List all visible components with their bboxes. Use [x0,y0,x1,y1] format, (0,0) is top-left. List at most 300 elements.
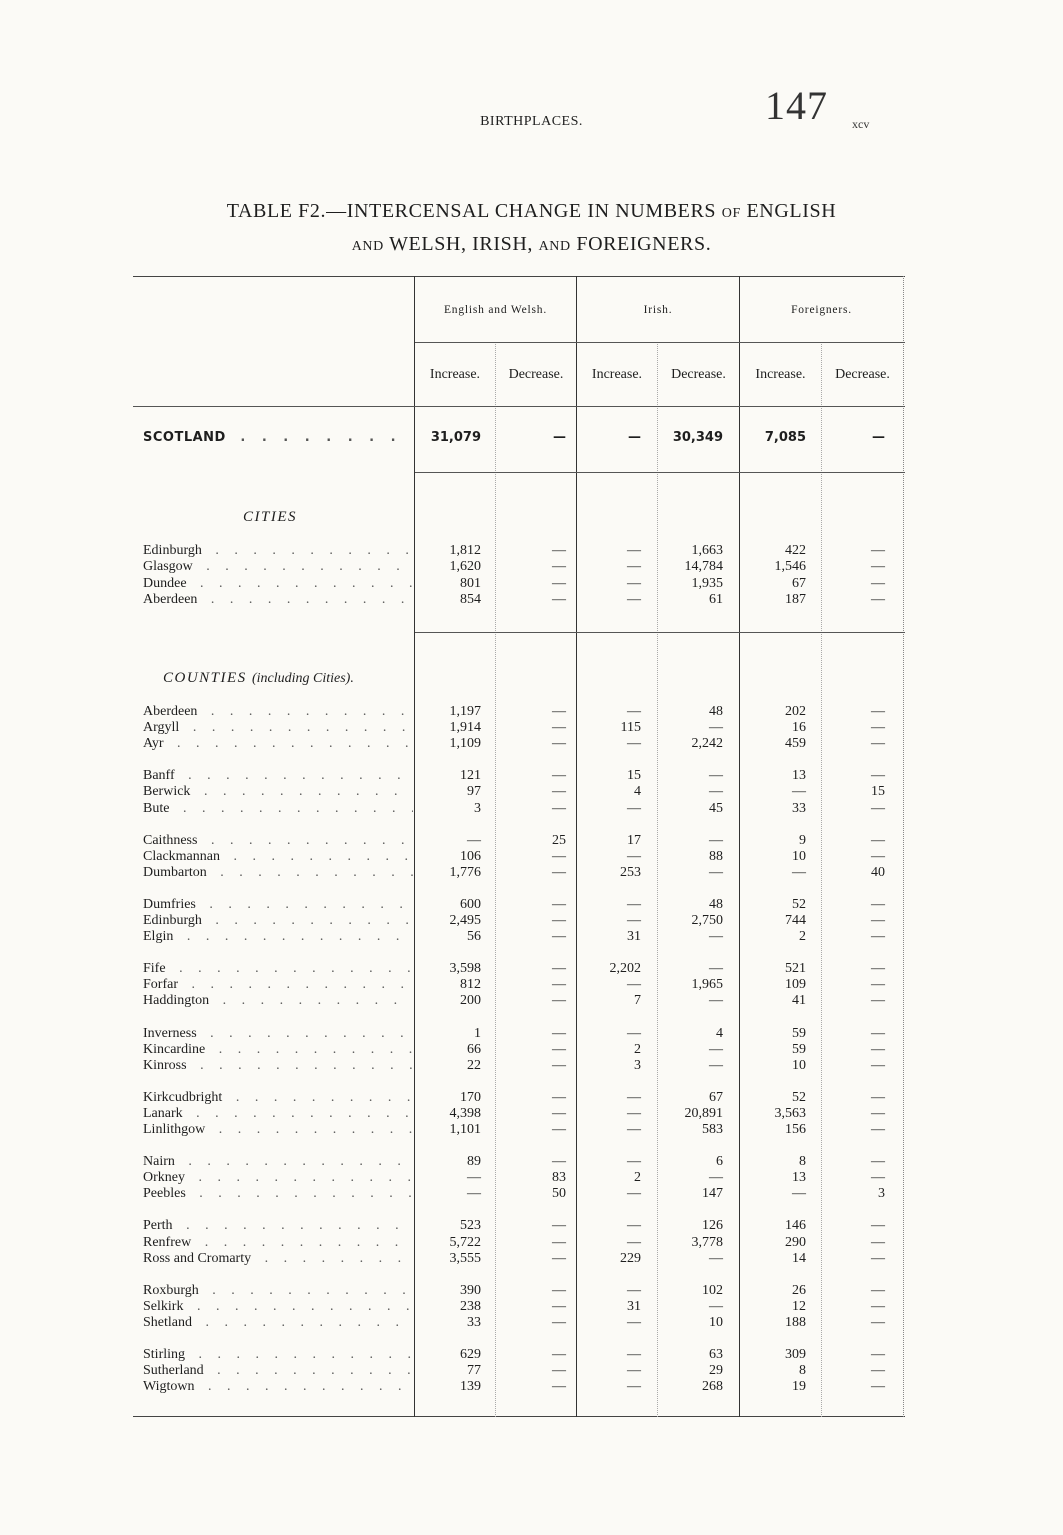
table-cell: 48 [709,704,723,719]
table-cell: 146 [785,1218,806,1234]
row-label [143,543,413,559]
table-cell: 2 [634,1041,641,1057]
table-row [133,929,905,945]
table-cell: 139 [460,1379,481,1395]
total-rule [415,472,905,473]
table-cell: 3 [634,1057,641,1073]
row-label [143,961,413,977]
column-irish-increase: Increase. [591,367,643,382]
table-cell: 2,495 [449,913,481,928]
table-cell: 4 [634,784,641,800]
table-row [133,1315,905,1331]
page-header: BIRTHPLACES. [480,114,583,129]
row-label [143,1058,413,1074]
table-cell: 1,109 [449,736,481,752]
table-title [0,196,1063,262]
row-label-text: Berwick [143,784,194,799]
table-cell: 66 [467,1041,481,1057]
table-cell: — [552,720,566,736]
table-cell: — [709,1250,723,1266]
row-label-text: Aberdeen [143,592,201,607]
table-cell: — [871,559,885,575]
table-bottom-rule [133,1416,905,1417]
row-label-text: Stirling [143,1347,189,1362]
table-cell: 8 [799,1363,806,1379]
table-cell: — [871,1218,885,1234]
table-cell: 59 [792,1041,806,1057]
table-cell: 77 [467,1363,481,1379]
table-cell: — [627,1105,641,1121]
row-label [143,784,413,800]
table-cell: — [871,1041,885,1057]
row-label-text: Orkney [143,1170,189,1185]
table-cell: — [552,993,566,1009]
row-label-text: Ayr [143,736,168,751]
table-row [133,1379,905,1395]
column-group-english-welsh: English and Welsh. [443,303,548,316]
table-top-rule [133,276,905,277]
table-cell: 10 [792,848,806,864]
table-cell: 59 [792,1025,806,1041]
table-cell: — [871,1250,885,1266]
table-cell: 8 [799,1154,806,1170]
table-cell: 3 [878,1186,885,1202]
table-cell: 2,202 [609,961,641,977]
table-cell: — [709,720,723,736]
row-label-text: Ross and Cromarty [143,1251,255,1266]
table-cell: 97 [467,784,481,800]
table-cell: 31 [627,1298,641,1314]
table-cell: — [553,430,566,445]
table-cell: — [552,768,566,784]
table-cell: — [552,704,566,719]
row-label [143,1251,413,1267]
row-label [143,897,413,913]
cities-rule [415,632,905,633]
table-cell: — [467,832,481,848]
table-row [133,1042,905,1058]
table-cell: 2 [799,929,806,945]
table-row [133,1218,905,1234]
table-cell: 13 [792,1170,806,1186]
table-cell: 290 [785,1234,806,1250]
table-cell: 3 [474,800,481,816]
table-cell: — [552,575,566,591]
table-row [133,993,905,1009]
table-cell: — [552,1314,566,1330]
table-cell: — [871,1154,885,1170]
table-cell: 1,101 [449,1122,481,1137]
table-cell: — [871,1298,885,1314]
table-cell: — [552,1105,566,1121]
row-label-text: SCOTLAND [143,430,230,445]
table-cell: 801 [460,575,481,591]
table-cell: 22 [467,1057,481,1073]
table-cell: — [709,961,723,977]
table-row [133,801,905,817]
table-row [133,1170,905,1186]
table-cell: — [552,784,566,800]
row-label [143,1283,413,1299]
table-cell: — [871,1282,885,1298]
table-cell: 115 [620,720,641,736]
table-cell: — [627,1089,641,1105]
table-cell: 583 [702,1122,723,1137]
table-title-line-2 [0,229,1063,262]
table-cell: — [871,720,885,736]
table-cell: 41 [792,993,806,1009]
table-cell: — [627,1186,641,1202]
row-label-text: Inverness [143,1026,201,1041]
table-cell: 50 [552,1186,566,1202]
table-cell: — [552,1298,566,1314]
row-label-text: Edinburgh [143,913,206,928]
table-cell: — [552,1347,566,1362]
table-cell: — [627,1379,641,1395]
row-label-text: Lanark [143,1106,187,1121]
table-cell: — [552,1250,566,1266]
table-cell: — [552,1154,566,1170]
table-cell: — [871,704,885,719]
table-cell: — [871,543,885,558]
page-roman-number: xcv [852,117,870,131]
column-irish-decrease: Decrease. [671,367,726,382]
table-cell: — [627,977,641,993]
table-cell: 268 [702,1379,723,1395]
row-label [143,865,413,881]
table-cell: — [871,1057,885,1073]
table-cell: 7,085 [764,430,806,445]
table-cell: — [709,832,723,848]
table-cell: 26 [792,1282,806,1298]
table-cell: 188 [785,1314,806,1330]
row-label-text: Clackmannan [143,849,224,864]
table-cell: — [552,1379,566,1395]
table-row [133,1235,905,1251]
table-row [133,1299,905,1315]
table-cell: 459 [785,736,806,752]
row-label [143,1235,413,1251]
title-part-small: AND [538,239,571,254]
table-cell: — [871,1363,885,1379]
table-cell: 48 [709,896,723,912]
column-english-decrease: Decrease. [508,367,564,382]
table-cell: 238 [460,1298,481,1314]
table-cell: — [552,929,566,945]
row-label-text: Haddington [143,993,213,1008]
row-label-text: Bute [143,801,173,816]
table-row [133,768,905,784]
table-cell: — [627,913,641,928]
row-label [143,768,413,784]
table-cell: — [552,543,566,558]
table-cell: — [552,1041,566,1057]
table-cell: 19 [792,1379,806,1395]
table-cell: — [552,848,566,864]
table-cell: — [552,1122,566,1137]
table-cell: — [871,800,885,816]
table-cell: — [871,591,885,607]
table-cell: 3,598 [449,961,481,977]
table-cell: — [627,704,641,719]
row-label [143,1299,413,1315]
section-heading-subtext: (including Cities). [251,671,354,686]
table-row [133,961,905,977]
row-label-text: Sutherland [143,1363,208,1378]
table-row [133,559,905,575]
row-label [143,1154,413,1170]
table-cell: 523 [460,1218,481,1234]
table-cell: 1 [474,1025,481,1041]
row-label-text: Caithness [143,833,201,848]
table-cell: 30,349 [672,430,723,445]
table-cell: 1,812 [449,543,481,558]
row-label-text: Forfar [143,977,182,992]
table-row [133,1283,905,1299]
row-label [143,1218,413,1234]
table-cell: 10 [709,1314,723,1330]
table-cell: — [552,800,566,816]
table-cell: 253 [620,864,641,880]
row-label [143,1042,413,1058]
section-heading-text: COUNTIES [163,670,247,686]
header-rule [415,342,905,343]
table-title-line-1 [0,196,1063,229]
table-cell: — [627,1122,641,1137]
row-label-text: Edinburgh [143,543,206,558]
table-cell: 10 [792,1057,806,1073]
row-label-text: Dundee [143,576,191,591]
row-label-text: Perth [143,1218,177,1233]
table-cell: 854 [460,591,481,607]
table-row [133,1106,905,1122]
table-cell: 106 [460,848,481,864]
table-row [133,1251,905,1267]
table-row [133,833,905,849]
table-cell: 56 [467,929,481,945]
row-label-text: Selkirk [143,1299,187,1314]
table-row [133,704,905,720]
table-cell: — [792,784,806,800]
table-cell: 89 [467,1154,481,1170]
table-cell: 2,750 [691,913,723,928]
row-label [143,576,413,592]
table-cell: 61 [709,591,723,607]
table-row [133,1058,905,1074]
table-cell: — [871,848,885,864]
row-label [143,801,413,817]
table-cell: — [709,993,723,1009]
table-row [133,784,905,800]
table-cell: — [627,1314,641,1330]
table-cell: 521 [785,961,806,977]
table-cell: — [627,591,641,607]
table-cell: — [467,1170,481,1186]
table-cell: — [871,1314,885,1330]
row-label [143,913,413,929]
row-label [143,592,413,608]
table-cell: — [871,1170,885,1186]
table-cell: — [871,1025,885,1041]
table-cell: — [552,736,566,752]
table-cell: 200 [460,993,481,1009]
table-row [133,897,905,913]
table-cell: 17 [627,832,641,848]
table-cell: 1,965 [691,977,723,993]
table-cell: 126 [702,1218,723,1234]
table-cell: 14 [792,1250,806,1266]
table-cell: — [552,977,566,993]
table-cell: 25 [552,832,566,848]
table-cell: 31,079 [430,430,481,445]
table-cell: 121 [460,768,481,784]
title-part: WELSH, IRISH, [389,233,533,255]
table-cell: — [627,1347,641,1362]
table-cell: — [627,736,641,752]
table-cell: — [709,1057,723,1073]
table-cell: — [627,896,641,912]
row-label-text: Aberdeen [143,704,201,719]
table-cell: 15 [627,768,641,784]
row-label-text: Dumbarton [143,865,211,880]
table-row [133,736,905,752]
table-cell: — [627,543,641,558]
table-cell: — [709,1298,723,1314]
table-cell: — [552,559,566,575]
table-cell: 3,778 [691,1234,723,1250]
page-number: 147 [765,83,828,128]
row-label-text: Renfrew [143,1235,195,1250]
table-cell: 1,663 [691,543,723,558]
table-cell: 6 [716,1154,723,1170]
table-cell: 202 [785,704,806,719]
table-cell: 52 [792,896,806,912]
table-row [133,913,905,929]
table-cell: — [552,864,566,880]
column-foreigners-decrease: Decrease. [835,367,890,382]
table-cell: — [709,1041,723,1057]
row-label-text: Shetland [143,1315,196,1330]
table-cell: 4,398 [449,1105,481,1121]
table-cell: 147 [702,1186,723,1202]
data-table [133,276,905,1418]
row-label [143,1315,413,1331]
row-label [143,704,413,720]
table-cell: — [709,864,723,880]
table-cell: — [552,1282,566,1298]
column-group-foreigners: Foreigners. [791,303,852,316]
header-bottom-rule [133,406,905,407]
table-cell: — [552,913,566,928]
table-cell: 63 [709,1347,723,1362]
table-cell: 15 [871,784,885,800]
table-cell: — [871,913,885,928]
table-row [133,977,905,993]
table-cell: — [871,993,885,1009]
table-cell: — [709,929,723,945]
table-cell: — [627,1218,641,1234]
table-cell: — [552,1218,566,1234]
table-cell: 422 [785,543,806,558]
table-cell: 14,784 [684,559,723,575]
row-label [143,1379,413,1395]
table-cell: — [709,784,723,800]
table-cell: 40 [871,864,885,880]
table-cell: — [552,1057,566,1073]
table-cell: 1,935 [691,575,723,591]
row-label-text: Banff [143,768,179,783]
table-row [133,849,905,865]
table-cell: 170 [460,1089,481,1105]
table-cell: 4 [716,1025,723,1041]
table-cell: — [872,430,885,445]
table-row [133,543,905,559]
table-cell: 102 [702,1282,723,1298]
table-cell: 2,242 [691,736,723,752]
table-cell: — [552,961,566,977]
row-label-text: Argyll [143,720,183,735]
section-heading-counties [163,670,354,687]
table-cell: 45 [709,800,723,816]
table-cell: 7 [634,993,641,1009]
row-label [143,1186,413,1202]
title-part: TABLE F2.—INTERCENSAL CHANGE IN NUMBERS [226,200,717,222]
table-cell: — [871,961,885,977]
table-cell: 67 [792,575,806,591]
table-cell: — [627,1282,641,1298]
column-group-irish: Irish. [643,303,673,316]
table-row [133,720,905,736]
table-cell: — [871,1089,885,1105]
title-part-small: OF [721,206,741,221]
table-cell: 13 [792,768,806,784]
table-cell: 812 [460,977,481,993]
table-cell: 52 [792,1089,806,1105]
table-cell: 3,563 [774,1105,806,1121]
table-cell: 12 [792,1298,806,1314]
row-label [143,1026,413,1042]
table-cell: 5,722 [449,1234,481,1250]
table-cell: — [627,1234,641,1250]
section-heading-cities: CITIES [243,509,297,525]
row-label [143,720,413,736]
table-row [133,1090,905,1106]
table-cell: — [467,1186,481,1202]
table-cell: — [792,1186,806,1202]
table-cell: 1,914 [449,720,481,736]
table-cell: — [871,575,885,591]
table-cell: 88 [709,848,723,864]
table-cell: — [709,768,723,784]
table-cell: — [627,575,641,591]
table-cell: 629 [460,1347,481,1362]
table-cell: — [552,1025,566,1041]
table-cell: — [871,736,885,752]
table-cell: 600 [460,896,481,912]
table-cell: — [552,1363,566,1379]
row-label-text: Nairn [143,1154,179,1169]
row-label [143,1363,413,1379]
row-label [143,1090,413,1106]
row-label-text: Fife [143,961,170,976]
row-label [143,833,413,849]
table-cell: — [627,848,641,864]
row-label-text: Kirkcudbright [143,1090,226,1105]
row-label-text: Glasgow [143,559,197,574]
table-cell: — [871,929,885,945]
table-row [133,1154,905,1170]
row-label [143,1170,413,1186]
